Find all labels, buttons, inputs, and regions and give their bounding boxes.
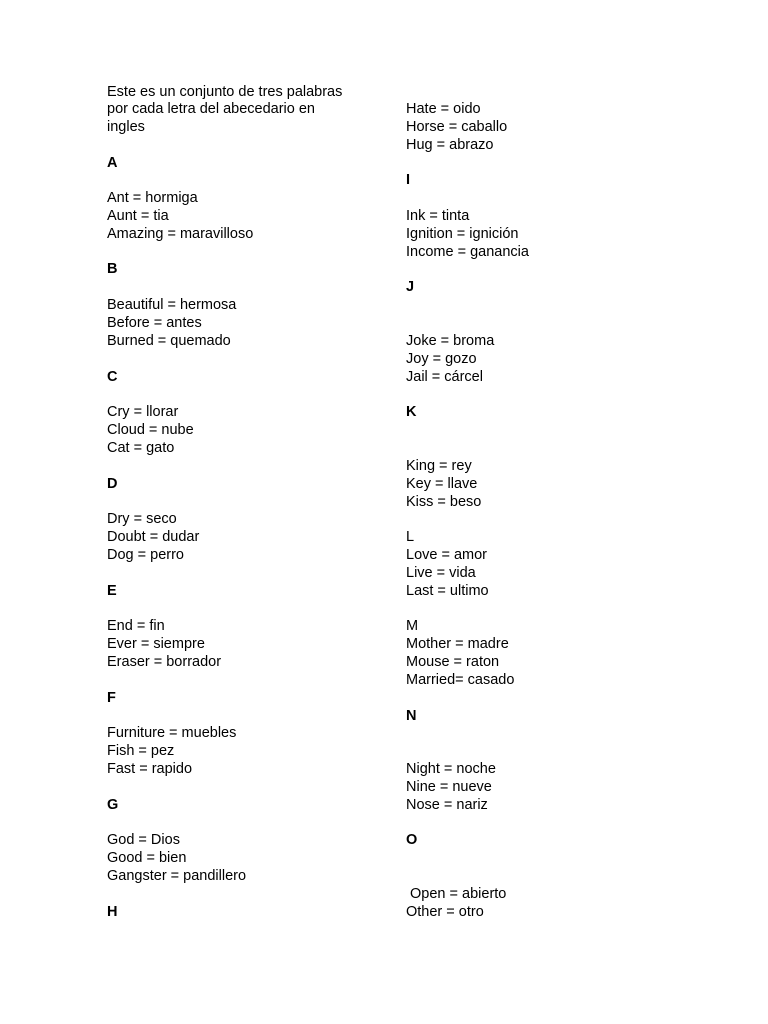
text-line: por cada letra del abecedario en [107, 101, 315, 117]
text-line: Kiss = beso [406, 494, 482, 510]
text-line: Night = noche [406, 761, 496, 777]
text-line: Gangster = pandillero [107, 868, 247, 884]
text-line: Open = abierto [406, 886, 507, 902]
text-line: Aunt = tia [107, 208, 169, 224]
text-line: Hug = abrazo [406, 137, 494, 153]
text-line: Mouse = raton [406, 654, 500, 670]
text-line: God = Dios [107, 832, 180, 848]
text-line: King = rey [406, 458, 472, 474]
text-line: Hate = oido [406, 101, 481, 117]
text-line: Jail = cárcel [406, 369, 483, 385]
text-line: Amazing = maravilloso [107, 226, 254, 242]
letter-heading: C [107, 369, 118, 385]
text-line: Key = llave [406, 476, 478, 492]
text-line: Fast = rapido [107, 761, 193, 777]
text-line: Joy = gozo [406, 351, 477, 367]
text-line: Beautiful = hermosa [107, 297, 237, 313]
text-line: Ink = tinta [406, 208, 470, 224]
text-line: Horse = caballo [406, 119, 508, 135]
text-line: Este es un conjunto de tres palabras [107, 84, 343, 100]
text-line: Ever = siempre [107, 636, 205, 652]
text-line: L [406, 529, 415, 545]
text-line: Good = bien [107, 850, 187, 866]
text-line: Dry = seco [107, 511, 177, 527]
letter-heading: K [406, 404, 417, 420]
text-line: Other = otro [406, 904, 484, 920]
letter-heading: F [107, 690, 116, 706]
text-line: Burned = quemado [107, 333, 231, 349]
letter-heading: G [107, 797, 119, 813]
text-line: Cloud = nube [107, 422, 194, 438]
text-line: Love = amor [406, 547, 488, 563]
text-line: End = fin [107, 618, 165, 634]
text-line: Cat = gato [107, 440, 175, 456]
letter-heading: A [107, 155, 118, 171]
text-line: Doubt = dudar [107, 529, 200, 545]
letter-heading: N [406, 708, 417, 724]
letter-heading: B [107, 261, 118, 277]
text-line: Before = antes [107, 315, 202, 331]
letter-heading: J [406, 279, 415, 295]
text-line: Live = vida [406, 565, 476, 581]
text-line: Furniture = muebles [107, 725, 237, 741]
text-line: Nose = nariz [406, 797, 488, 813]
text-line: Cry = llorar [107, 404, 179, 420]
text-line: Fish = pez [107, 743, 175, 759]
text-line: Eraser = borrador [107, 654, 222, 670]
letter-heading: E [107, 583, 117, 599]
text-line: Ant = hormiga [107, 190, 198, 206]
text-line: Last = ultimo [406, 583, 489, 599]
text-line: Married= casado [406, 672, 515, 688]
letter-heading: I [406, 172, 411, 188]
text-line: M [406, 618, 419, 634]
text-line: Nine = nueve [406, 779, 492, 795]
letter-heading: H [107, 904, 118, 920]
text-line: Ignition = ignición [406, 226, 519, 242]
text-line: Income = ganancia [406, 244, 529, 260]
letter-heading: D [107, 476, 118, 492]
text-line: Joke = broma [406, 333, 495, 349]
letter-heading: O [406, 832, 418, 848]
text-line: ingles [107, 119, 145, 135]
text-line: Mother = madre [406, 636, 509, 652]
text-line: Dog = perro [107, 547, 184, 563]
